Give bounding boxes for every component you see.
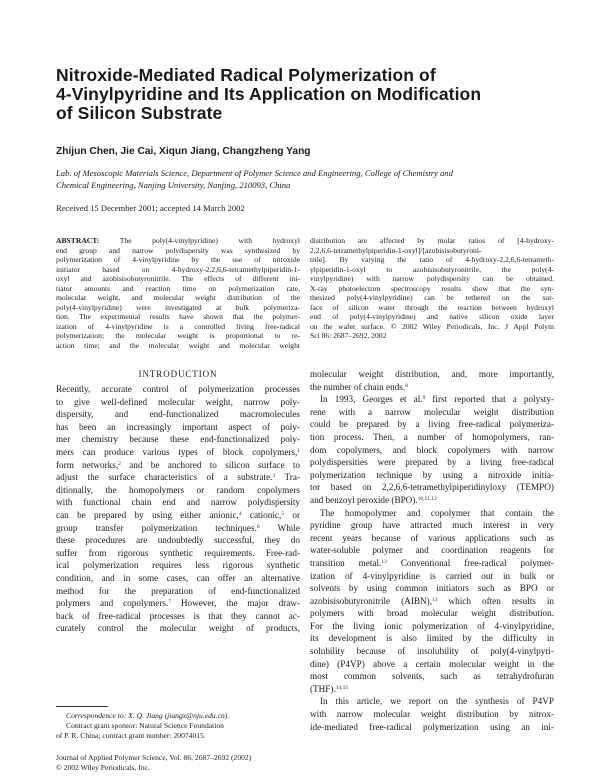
body-text: can be prepared by using either anionic,: [56, 509, 239, 520]
body-text: Tra-: [275, 472, 301, 483]
abstract-line: face of silicon water through the reaction between hydroxyl: [310, 302, 554, 312]
abstract-line: initiator based on 4-hydroxy-2,2,6,6-tetramethylpiperidin-1-: [56, 264, 300, 274]
footnotes: [56, 711, 300, 740]
abstract-line: polymerization; the molecular weight is proportional to re-: [56, 331, 300, 340]
body-text: group transfer polymerization techniques.: [56, 522, 257, 533]
body-line: its development is also limited by the difficulty in: [310, 633, 554, 644]
grant-note: of P. R. China; contract grant number: 20074015.: [56, 730, 206, 740]
abstract-line: end group and narrow polydispersity was synthesized by: [56, 245, 300, 255]
citation: 7: [168, 599, 172, 606]
body-text: polymers and copolymers.: [56, 598, 169, 609]
abstract-line: end of poly(4-vinylpyridine) and native silicon oxide layer: [310, 312, 554, 321]
body-line: [310, 393, 554, 406]
body-line: For the living ionic polymerization of 4-vinylpyridine,: [310, 620, 554, 631]
abstract-line: tiator amounts and reaction time on polymerization rate,: [56, 283, 300, 293]
abstract-label: ABSTRACT:: [56, 236, 100, 245]
body-line: [310, 557, 554, 570]
section-heading-introduction: INTRODUCTION: [138, 369, 218, 379]
body-line: solvents by using common initiators such as BPO or: [310, 583, 554, 594]
body-line: could be prepared by a living free-radical polymeriza-: [310, 419, 554, 430]
citation: 14,15: [335, 684, 349, 691]
body-line: with narrow molecular weight distribution by nitrox-: [310, 709, 554, 720]
abstract-line: thesized poly(4-vinylpyridine) can be tethered on the sur-: [310, 293, 554, 302]
citation: 3: [272, 473, 276, 480]
body-line: ide-mediated free-radical polymerization using an ini-: [310, 721, 554, 732]
body-line: polydispersities were prepared by a living free-radical: [310, 457, 554, 468]
citation: 4: [238, 510, 242, 517]
journal-citation: Journal of Applied Polymer Science, Vol. 86, 2687–2692 (2002): [56, 753, 252, 762]
body-line: [56, 509, 300, 522]
abstract-line: tion. The experimental results have shown that the polymer-: [56, 312, 300, 321]
abstract-line: 2,2,6,6-tetramethylpiperidin-1-oxyl]/[azobisisobutyroni-: [310, 245, 482, 255]
body-line: these procedures are undoubtedly successful, they do: [56, 535, 300, 546]
body-line: solubility because of insolubility of poly(4-vinylpyri-: [310, 646, 554, 657]
title-line: Nitroxide-Mediated Radical Polymerization of: [56, 65, 436, 85]
correspondence-note: [56, 711, 300, 721]
abstract-line: ylpiperidin-1-oxyl to azobisisobutyronitrile, the poly(4-: [310, 264, 554, 274]
body-line: [56, 522, 300, 535]
abstract-right-column: [310, 236, 554, 341]
body-line: polymerization technique by using a nitroxide initia-: [310, 469, 554, 480]
citation: 1: [297, 447, 300, 454]
abstract-text: The poly(4-vinylpyridine) with hydroxyl: [119, 236, 300, 245]
correspondence-text: Correspondence to: X. Q. Jiang (jiangx@nju.edu.cn).: [66, 711, 230, 720]
body-text: adjust the surface characteristics of a substrate.: [56, 472, 273, 483]
body-text: Conventional free-radical polymer-: [386, 557, 554, 568]
body-text: which often results in: [437, 595, 555, 606]
abstract-line: poly(4-vinylpyridine) were investigated at bulk polymeriza-: [56, 302, 300, 312]
abstract-line: oxyl and azobisisobutyronitrile. The effects of different ini-: [56, 274, 300, 283]
abstract-line: vinylpyridine) with narrow polydispersity can be obtained.: [310, 274, 554, 283]
abstract-line: ization of 4-vinylpyridine is a controlled living free-radical: [56, 321, 300, 331]
body-text: While: [259, 522, 300, 533]
body-line: rene with a narrow molecular weight distribution: [310, 406, 554, 417]
body-line: with functional chain end and narrow polydispersity: [56, 497, 300, 508]
citation: 5: [281, 510, 285, 517]
abstract-line: molecular weight, and molecular weight distribution of the: [56, 293, 300, 302]
body-text: the number of chain ends.: [310, 381, 406, 392]
body-text: mers can produce various types of block copolymers,: [56, 446, 298, 457]
body-line: mer chemistry because these end-functionalized poly-: [56, 434, 300, 445]
body-line: [56, 459, 300, 472]
abstract-line: X-ray photoelectron spectroscopy results show that the syn-: [310, 283, 554, 293]
body-text: cationic,: [241, 509, 282, 520]
body-line: has been an increasingly important aspect of poly-: [56, 421, 300, 432]
affiliation: [56, 167, 556, 191]
body-line: Recently, accurate control of polymerization processes: [56, 384, 300, 394]
body-text: azobisisobutyronitrile (AIBN),: [310, 595, 433, 606]
body-line: ization of 4-vinylpyridine is carried out in bulk or: [310, 570, 554, 581]
body-line: [310, 595, 554, 608]
body-line: most common solvents, such as tetrahydrofuran: [310, 671, 554, 682]
body-text: and be anchored to silicon surface to: [120, 459, 300, 470]
abstract-left-column: [56, 236, 300, 350]
citation: 8: [405, 382, 408, 389]
abstract-line: on the wafer surface. © 2002 Wiley Periodicals, Inc. J Appl Polym: [310, 321, 554, 331]
body-line: water-soluble polymer and coordination reagents for: [310, 545, 554, 556]
abstract-line: [56, 236, 300, 246]
body-line: recent years because of various applications such as: [310, 532, 554, 543]
body-right-column: [310, 368, 554, 733]
body-line: pyridine group have attracted much interest in very: [310, 520, 554, 531]
affiliation-line: Lab. of Mesoscopic Materials Science, Department of Polymer Science and Engineering, College of Chemistry and: [56, 168, 453, 178]
body-line: [310, 494, 554, 507]
citation: 10,11,12: [417, 495, 437, 502]
received-date: Received 15 December 2001; accepted 14 March 2002: [56, 203, 245, 213]
body-line: [56, 446, 300, 459]
body-line: dispersity, and end-functionalized macromolecules: [56, 409, 300, 420]
body-line: The homopolymer and copolymer that contain the: [320, 507, 554, 518]
body-line: method for the preparation of end-functionalized: [56, 585, 300, 596]
body-text: first reported that a polysty-: [425, 394, 554, 405]
body-line: In this article, we report on the synthesis of P4VP: [320, 696, 554, 707]
body-line: molecular weight distribution, and, more importantly,: [310, 369, 554, 379]
journal-info: [56, 753, 300, 773]
body-line: tor based on 2,2,6,6-tetramethylpiperidinyloxy (TEMPO): [310, 482, 554, 493]
abstract-line: Sci 86: 2687–2692, 2002: [310, 331, 387, 340]
body-line: ical polymerization requires less rigorous synthetic: [56, 560, 300, 571]
body-line: dom copolymers, and block copolymers with narrow: [310, 444, 554, 455]
body-line: [56, 597, 300, 610]
body-line: polymers with broad molecular weight distribution.: [310, 608, 554, 619]
body-line: [310, 381, 554, 394]
author-list: Zhijun Chen, Jie Cai, Xiqun Jiang, Changzheng Yang: [56, 146, 311, 157]
body-line: curately control the molecular weight of products,: [56, 623, 300, 634]
abstract-line: action time; and the molecular weight and molecular weight: [56, 340, 300, 350]
body-text: (THF).: [310, 683, 336, 694]
body-text: or: [284, 509, 301, 520]
body-text: However, the major draw-: [171, 598, 300, 609]
affiliation-line: Chemical Engineering, Nanjing University, Nanjing, 210093, China: [56, 180, 291, 190]
body-line: [310, 683, 554, 696]
body-line: [56, 471, 300, 484]
copyright-notice: © 2002 Wiley Periodicals, Inc.: [56, 762, 150, 772]
body-text: transition metal.: [310, 557, 382, 568]
grant-note: Contract grant sponsor: Natural Science Foundation: [66, 720, 224, 730]
body-text: form networks,: [56, 459, 119, 470]
body-line: to give well-defined molecular weight, narrow poly-: [56, 396, 300, 407]
citation: 2: [118, 460, 121, 467]
title-line: of Silicon Substrate: [56, 103, 223, 123]
abstract-line: trile]. By varying the ratio of 4-hydroxy-2,2,6,6-tetrameth-: [310, 255, 554, 264]
footnote-divider: [56, 706, 108, 707]
title-line: 4-Vinylpyridine and Its Application on Modification: [56, 84, 482, 104]
body-text: In 1993, Georges et al.: [320, 394, 423, 405]
body-line: ditionally, the homopolymers or random copolymers: [56, 484, 300, 495]
body-line: tion process. Then, a number of homopolymers, ran-: [310, 431, 554, 442]
citation: 13: [432, 596, 438, 603]
abstract-line: distribution are affected by molar ratios of [4-hydroxy-: [310, 236, 554, 245]
citation: 6: [256, 523, 260, 530]
body-line: back of free-radical processes is that they cannot ac-: [56, 610, 300, 621]
body-line: dine) (P4VP) above a certain molecular weight in the: [310, 658, 554, 669]
abstract-line: polymerization of 4-vinylpyridine by the use of nitroxide: [56, 255, 300, 264]
paper-title: [56, 66, 556, 123]
citation: 9: [422, 395, 426, 402]
citation: 13: [381, 558, 387, 565]
body-left-column: [56, 383, 300, 635]
body-text: and benzoyl peroxide (BPO).: [310, 494, 418, 505]
body-line: condition, and in some cases, can offer an alternative: [56, 572, 300, 583]
body-line: suffer from rigorous synthetic requirements. Free-rad-: [56, 547, 300, 558]
